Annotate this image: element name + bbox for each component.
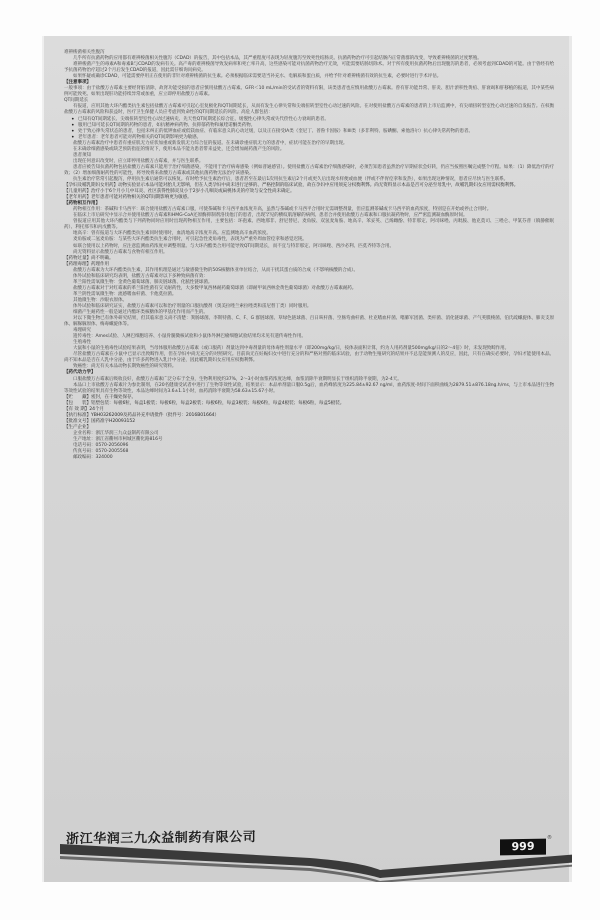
paragraph: 【包 装】铝塑包装：每板6粒，每盒1板装；每板6粒，每盒2板装；每板6粒，每盒3板装；每板6粒，每盒4板装；每板6粒，每盒5板装。 <box>64 400 345 406</box>
paragraph: 在临床上市后研究中显示合并使用盐酸万古霉素和HMG-CoA还原酶抑制剂洛伐他汀的患者，出现罕见的横纹肌溶解的病例。患者合并使用盐酸万古霉素和口服抗凝药物时，应严密监测凝血酶原时间。 <box>73 213 468 219</box>
paragraph: 药物相互作用：茶碱和卡马西平：联合使用盐酸万古霉素口服，可使茶碱和卡马西平血浓度升高，虽然与茶碱或卡马西平合用时无需调整剂量，但应监测茶碱或卡马西平的血药浓度，特别是在开始或停止合用时。 <box>73 207 492 213</box>
paragraph: 生殖毒性 <box>73 340 91 346</box>
bullet-item: • 服用已知可延长QT间期的药物的患者，如抗精神病药物、抗抑郁药物和氟喹诺酮类药物。 <box>64 123 554 129</box>
paragraph: 革兰阴性需氧微生物：流感嗜血杆菌、卡他莫拉菌。 <box>73 291 177 297</box>
paragraph: 【批准文号】国药准字H20093152 <box>64 418 136 424</box>
field-value: 324000 <box>95 455 113 461</box>
field-value: 0570-2056096 <box>95 443 129 449</box>
field-label: 电话号码： <box>73 443 96 449</box>
paragraph: 出现任何意识改变时，应立即停用盐酸万古霉素，并与医生联系。 <box>73 158 204 164</box>
paragraph: 尽管盐酸万古霉素在小鼠中已显示出致畸作用，但在孕妇中尚无充分的对照研究。目前尚无在妊娠妇女中进行充分的和严格对照的临床试验，由于动物生殖研究的结果并不总是能预测人的反应，因此，只有在确实必要时，孕妇才能使用本品。尚不知本品是否在人乳中分泌，由于许多药物进入乳汁中分泌，因此哺乳期妇女应用应权衡利弊。 <box>64 352 554 364</box>
field-value: 浙江省衢州市柯城区衢化路816号 <box>95 437 163 442</box>
paragraph: 地高辛：曾有报道与大环内酯类抗生素同时使用时，血清地高辛浓度升高。应监测地高辛血药浓度。 <box>73 231 271 237</box>
field-label: 邮政编码： <box>73 455 96 461</box>
paragraph: 如果怀疑或确诊CDAD，可能需要停用正在使用的非针对难辨梭菌的抗生素。必须根据临床需要适当补充水、电解质和蛋白质，并给予针对难辨梭菌有效的抗生素，必要时进行手术评估。 <box>73 74 442 80</box>
manufacturer-postcode <box>64 455 554 461</box>
paragraph: 细菌产生耐药性一般是通过内酯环类核糖体的甲基化作用而产生的。 <box>73 310 208 316</box>
paragraph: 麦角胺或二氢麦角胺：与某些大环内酯类抗生素合用时，可引起急性麦角毒性，表现为严重外周血管痉挛和感觉迟钝。 <box>73 237 307 243</box>
paragraph: 【有 效 期】24个月 <box>64 406 104 412</box>
paragraph: 致癌性：尚无有关本品动物长期致癌性的研究资料。 <box>73 364 177 370</box>
field-label: 企业名称： <box>73 430 96 436</box>
bullet-item: • 处于致心律失常状态的患者，包括未纠正的低钾血症或低镁血症、有临床意义的心动过缓，以及正在接受IA类（奎尼丁、普鲁卡因胺）和III类（多非利特、胺碘酮、索他洛尔）抗心律失常药物的患者。 <box>64 129 554 135</box>
section-heading: 【药物相互作用】 <box>64 201 100 207</box>
paragraph: 一般事项：由于盐酸万古霉素主要经肾脏清除，故肾功能受损的患者应慎用盐酸万古霉素。GFR＜10 mL/min的受试者的资料有限，该类患者也应慎用盐酸万古霉素。曾有肝功能异常、肝炎、胆汁淤积性黄疸、肝衰竭和肝移植的报道，其中某些病例可能致死。如果出现肝功能持续异常或加重，应立即停用盐酸万古霉素。 <box>64 86 554 98</box>
paragraph: 体外试验和临床研究均表明，盐酸万古霉素对以下多种致病菌有效： <box>73 273 208 279</box>
bullet-item: • 已知有QT间期延长、尖端扭转型室性心动过速病史、先天性QT间期延长综合征、缓慢性心律失常或失代偿性心力衰竭的患者。 <box>64 117 554 123</box>
paragraph: 毒理研究 <box>73 328 91 334</box>
paragraph: 盐酸万古霉素治疗中患者有重症肌无力症状加重或新发肌无力综合征的报道。在未确诊重症肌无力的患者中，症状可能在治疗的早期出现。 <box>73 140 348 146</box>
insert-body-text <box>64 50 554 461</box>
brand-logo-999: 999 <box>500 839 546 856</box>
paragraph: 患者应被告知抗菌药物包括盐酸万古霉素只能用于治疗细菌感染，不能用于治疗病毒感染（例如普通感冒）。使用盐酸万古霉素治疗细菌感染时，必须告知患者虽然治疗早期症状会好转，仍应当按照医嘱完成整个疗程。如果：（1）降低治疗的疗效；（2）增加细菌耐药性的可能性，将导致将来盐酸万古霉素或其他抗菌药物无法治疗该感染。 <box>64 164 554 176</box>
field-value: 0570-2005568 <box>95 449 129 455</box>
paragraph: 大鼠和小鼠的生殖毒性试验结果表明，当母体服用盐酸万古霉素（或口服药）剂量达到中毒剂量的母体毒性剂量水平（即200mg/kg/日，按体表面积计算，约为人用药剂量500mg/kg/日的2～4倍）时，未发现致畸作用。 <box>73 346 510 352</box>
package-insert-sheet <box>42 36 572 882</box>
paragraph: 【药物过量】尚不明确。 <box>64 255 114 261</box>
paragraph: 在未确诊细菌感染或缺乏预防指征的情况下，使用本品不能为患者带来益处，还会增加耐药菌产生的风险。 <box>73 146 285 152</box>
paragraph: 抗生素治疗常常引起腹泻，停用抗生素后通常可以恢复。有时给予抗生素治疗后，患者甚至在最后1次用抗生素后2个月或更久后出现水样便或血便（伴或不伴胃痉挛和发热），如果出现这种情况，患者应尽快与医生联系。 <box>73 176 509 182</box>
paragraph: 难辨梭菌产生的毒素A和毒素B与CDAD的发病有关。高产毒的难辨梭菌导致发病率和死亡率升高，这些感染可能对抗菌药物治疗无效，可能需要结肠切除术。对于所有使用抗菌药物后出现腹泻的患者，必须考虑到CDAD的可能。由于曾经有给予抗菌药物治疗超过2个月后发生CDAD的报道，因此需仔细询问病史。 <box>64 62 554 74</box>
field-label: 生产地址： <box>73 437 96 442</box>
paragraph: 患者须知 <box>73 152 91 158</box>
paragraph: 盐酸万古霉素为大环内酯类抗生素，其作用机理是通过与敏感微生物的50S核糖体亚单位结合，从而干扰其蛋白质的合成（不影响核酸的合成）。 <box>73 267 359 273</box>
field-value: 浙江华润三九众益制药有限公司 <box>95 430 159 436</box>
paragraph: 【药理毒理】药理作用 <box>64 261 109 267</box>
paragraph: 尚无资料显示盐酸万古霉素与食物有相互作用。 <box>73 249 168 255</box>
paragraph: 革兰阳性需氧微生物：金黄色葡萄球菌、肺炎链球菌、化脓性链球菌。 <box>73 279 213 285</box>
bullet-item: • 老年患者：老年患者可能对药物相关的QT间期影响更为敏感。 <box>64 135 554 141</box>
paragraph: QT间期延长 <box>64 98 89 104</box>
paragraph: 口服盐酸万古霉素后吸收良好，盐酸万古霉素广泛分布于全身，生物利用度约37%，2～3小时血浆药浓度达峰，血浆消除半衰期明显长于组织消除半衰期，为2-4天。 <box>73 376 402 382</box>
paragraph: 对以下微生物已有体外研究结果，但其临床意义尚不清楚：粪肠球菌、李斯特菌、C、F、G 群链球菌、草绿色链球菌、百日咳杆菌、空肠弯曲杆菌、杜克嗜血杆菌、嗜肺军团菌、类杆菌、消化链球菌、产气荚膜梭菌、伯氏疏螺旋体、肺炎支原体、解脲脲原体、梅毒螺旋体等。 <box>64 316 554 328</box>
registered-mark: ® <box>547 835 552 841</box>
paragraph: 【儿童用药】治疗小于6个月小儿中耳炎、社区获得性肺炎及小于2岁小儿咽炎或扁桃体炎的疗效与安全性尚未确定。 <box>64 189 295 195</box>
paragraph: 【老年用药】老年患者可能对药物相关的QT间期影响更为敏感。 <box>64 195 192 201</box>
paragraph: 有报道，应用其他大环内酯类抗生素包括盐酸万古霉素可引起心室复极化和QT间期延长，从而有发生心律失常和尖端扭转型室性心动过速的风险。在对使用盐酸万古霉素的患者的上市后监测中，有尖端扭转型室性心动过速的自发报告。在权衡盐酸万古霉素的风险和获益时，医疗卫生保健人员应考虑到致命性的QT间期延长的风险。高危人群包括： <box>64 104 554 116</box>
paragraph: 曾报道应用其他大环内酯类与下列药物同时应用时出现药物相互作用，主要包括：环孢素、西地那非、舒尼替尼、麦角胺、双氢麦角胺、地高辛、苯妥英、己烯雌酚、特非那定、阿司咪唑、丙吡胺、他克莫司、三唑仑、甲氯芬普（镇静催眠药）、利托那韦和丙戊酸等。 <box>64 219 554 231</box>
paragraph: 如联合使用以上药物时，应注意监测血药浓度并调整剂量。与大环内酯类合用可能导致QT间期延长，而不宜与特非那定、阿司咪唑、西沙必利、匹莫齐特等合用。 <box>73 243 395 249</box>
paragraph: 【生产企业】 <box>64 424 91 430</box>
paragraph: 难辨梭菌相关性腹泻 <box>64 50 105 55</box>
paragraph: 本品口上市盐酸万古霉素片为参比制剂，在20名健康受试者中进行了生物等效性试验，结果显示：本品单剂量口服0.5g后，血药峰浓度为225.84±92.67 ng/ml，血药浓度-时间下面积曲线为2879.51±876.18ng.h/ms，与上市本品进行生物等效性试验的结果具有生物等效性，本品达峰时间为3.6±1.1小时，血药消除半衰期为58.63±15.67小时。 <box>64 382 554 394</box>
paragraph: 其他微生物：沙眼衣原体。 <box>73 297 127 303</box>
paragraph: 盐酸万古霉素对于对红霉素的革兰阳性菌有交叉耐药性，大多数甲氧西林耐药葡萄球菌（即耐甲氧西林金黄色葡萄球菌）对盐酸万古霉素耐药。 <box>73 285 357 291</box>
paragraph: 【执行标准】YBH03262009及药品补充申请批件（批件号：2016B01664） <box>64 412 219 418</box>
company-name: 浙江华润三九众益制药有限公司 <box>66 830 257 847</box>
paragraph: 【贮 藏】密封，在干燥处保存。 <box>64 394 136 400</box>
section-heading: 【药代动力学】 <box>64 370 96 376</box>
paragraph: 几乎所有抗菌药物的应用都有难辨梭菌相关性腹泻（CDAD）的报告，其中包括本品，其严重程度可表现为轻度腹泻至致死性结肠炎。抗菌药物治疗可引起结肠内正常菌群的改变，导致难辨梭菌的过度繁殖。 <box>73 56 482 62</box>
decorative-swoosh-band <box>60 844 572 882</box>
paragraph: 体外试验和临床研究证实，盐酸万古霉素可以和治疗剂量的口服抗酸剂（奥美拉唑兰索拉唑类和雷尼替丁类）同时服用。 <box>73 303 312 309</box>
field-label: 传真号码： <box>73 449 96 455</box>
section-heading: 【注意事项】 <box>64 80 91 86</box>
paragraph: 遗传毒性：Ames试验、人淋巴细胞培养、小鼠骨髓微核试验和小鼠体外淋巴瘤细胞试验结果均未见有遗传毒性作用。 <box>73 334 306 340</box>
paragraph: 【孕妇及哺乳期妇女用药】动物实验显示本品可能对胎儿无影响，但在人类孕妇中尚未进行足够的、严格控制的临床试验，故在孕妇中应用须充分权衡利弊。尚无资料显示本品是否可分泌至母乳中，故哺乳期妇女应用需权衡利弊。 <box>64 183 519 189</box>
